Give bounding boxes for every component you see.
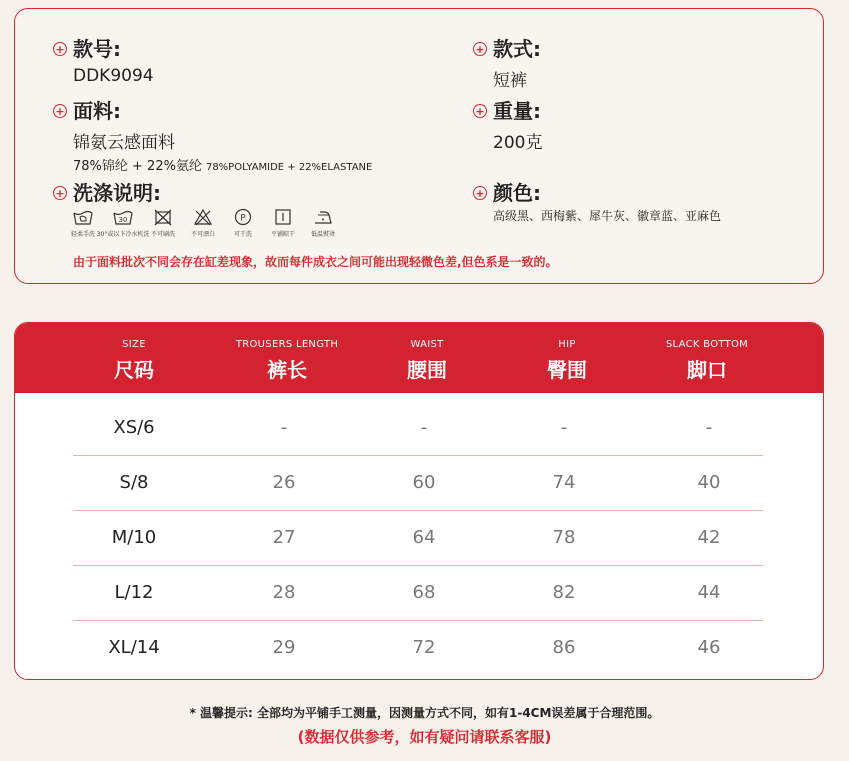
header-trousers-length xyxy=(217,323,357,393)
care-text: 低温熨烫 xyxy=(310,231,335,238)
size-cell: M/10 xyxy=(111,527,157,548)
header-en: SIZE xyxy=(122,339,146,350)
waist-cell: 64 xyxy=(412,527,436,548)
bottom-cell: - xyxy=(705,417,713,438)
header-cn: 裤长 xyxy=(267,358,307,382)
waist-cell: 72 xyxy=(412,637,436,658)
weight-value: 200克 xyxy=(493,133,543,153)
header-hip xyxy=(512,323,622,393)
table-row xyxy=(73,565,763,621)
care-text: 可干洗 xyxy=(233,231,252,238)
table-header xyxy=(15,323,823,393)
dry-clean-p-icon xyxy=(232,207,254,227)
size-table xyxy=(14,322,824,680)
care-text: 轻柔手洗 xyxy=(70,231,95,238)
weight-field xyxy=(473,95,542,153)
care-icons xyxy=(65,207,341,238)
hip-cell: 86 xyxy=(552,637,576,658)
header-en: SLACK BOTTOM xyxy=(665,339,749,350)
care-text: 平铺晾干 xyxy=(270,231,295,238)
style-value: 短裤 xyxy=(493,71,527,91)
weight-label: 重量: xyxy=(493,99,541,123)
wash-field xyxy=(53,177,161,206)
low-iron-icon xyxy=(312,207,334,227)
style-no-label: 款号: xyxy=(73,37,121,61)
hip-cell: 82 xyxy=(552,582,576,603)
bottom-cell: 40 xyxy=(697,472,721,493)
table-row xyxy=(73,510,763,566)
care-item xyxy=(305,207,341,238)
header-en: HIP xyxy=(558,339,576,350)
care-text: 不可刷洗 xyxy=(150,231,175,238)
length-cell: 28 xyxy=(272,582,296,603)
length-cell: 29 xyxy=(272,637,296,658)
measurement-tip: * 温馨提示: 全部均为平铺手工测量，因测量方式不同，如有1-4CM误差属于合理范围。 xyxy=(189,706,660,720)
style-field xyxy=(473,33,541,91)
product-info-card xyxy=(14,8,824,284)
flat-dry-icon xyxy=(272,207,294,227)
care-text: 不可漂白 xyxy=(190,231,215,238)
hand-wash-icon xyxy=(72,207,94,227)
style-no-value: DDK9094 xyxy=(73,66,154,86)
style-label: 款式: xyxy=(493,37,541,61)
care-item xyxy=(225,207,261,238)
header-slack-bottom xyxy=(647,323,767,393)
plus-circle-icon: + xyxy=(53,42,67,56)
svg-text:30: 30 xyxy=(118,216,128,224)
size-cell: S/8 xyxy=(119,472,149,493)
hip-cell: 74 xyxy=(552,472,576,493)
no-bleach-icon xyxy=(192,207,214,227)
plus-circle-icon: + xyxy=(473,42,487,56)
color-field xyxy=(473,177,541,206)
header-en: WAIST xyxy=(410,339,444,350)
svg-text:P: P xyxy=(240,213,246,224)
bottom-cell: 42 xyxy=(697,527,721,548)
hip-cell: 78 xyxy=(552,527,576,548)
plus-circle-icon: + xyxy=(53,104,67,118)
header-size xyxy=(79,323,189,393)
bottom-cell: 44 xyxy=(697,582,721,603)
header-cn: 臀围 xyxy=(547,358,587,382)
header-waist xyxy=(372,323,482,393)
plus-circle-icon: + xyxy=(473,104,487,118)
fabric-label: 面料: xyxy=(73,99,121,123)
hip-cell: - xyxy=(560,417,568,438)
waist-cell: 68 xyxy=(412,582,436,603)
care-item xyxy=(65,207,101,238)
fabric-composition xyxy=(73,155,372,174)
composition-en: 78%POLYAMIDE + 22%ELASTANE xyxy=(205,162,373,173)
care-item xyxy=(96,207,150,238)
header-cn: 尺码 xyxy=(114,358,154,382)
header-cn: 腰围 xyxy=(407,358,447,382)
size-cell: XL/14 xyxy=(108,637,160,658)
style-no-field xyxy=(53,33,154,86)
fabric-value: 锦氨云感面料 xyxy=(73,133,175,153)
care-item xyxy=(265,207,301,238)
length-cell: - xyxy=(280,417,288,438)
length-cell: 27 xyxy=(272,527,296,548)
reference-note: (数据仅供参考，如有疑问请联系客服) xyxy=(297,728,552,746)
length-cell: 26 xyxy=(272,472,296,493)
fabric-field xyxy=(53,95,372,174)
size-cell: L/12 xyxy=(114,582,154,603)
no-wring-icon xyxy=(152,207,174,227)
table-row xyxy=(73,400,763,456)
wash-30-icon xyxy=(112,207,134,227)
color-difference-note: 由于面料批次不同会存在缸差现象，故而每件成衣之间可能出现轻微色差,但色系是一致的。 xyxy=(73,255,558,269)
composition-cn: 78%锦纶 + 22%氨纶 xyxy=(73,159,202,174)
waist-cell: - xyxy=(420,417,428,438)
care-text: 30°或以下冷水机洗 xyxy=(96,231,150,238)
size-cell: XS/6 xyxy=(113,417,155,438)
table-row xyxy=(73,620,763,675)
wash-label: 洗涤说明: xyxy=(73,181,161,205)
color-list: 高级黑、西梅紫、犀牛灰、徽章蓝、亚麻色 xyxy=(493,209,722,223)
header-cn: 脚口 xyxy=(687,358,727,382)
header-en: TROUSERS LENGTH xyxy=(235,339,339,350)
care-item xyxy=(145,207,181,238)
plus-circle-icon: + xyxy=(473,186,487,200)
color-label: 颜色: xyxy=(493,181,541,205)
bottom-cell: 46 xyxy=(697,637,721,658)
table-row xyxy=(73,455,763,511)
plus-circle-icon: + xyxy=(53,186,67,200)
waist-cell: 60 xyxy=(412,472,436,493)
care-item xyxy=(185,207,221,238)
